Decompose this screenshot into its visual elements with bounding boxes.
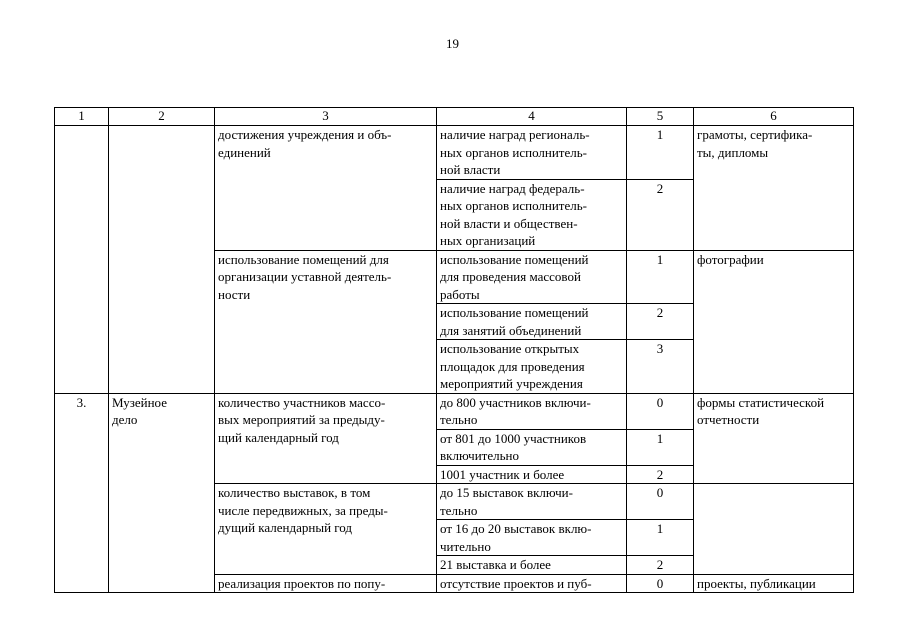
score-cell: 2 [627, 179, 694, 250]
criterion-cell: использование помещений для проведения массовой работы [437, 250, 627, 304]
score-cell: 2 [627, 304, 694, 340]
indicator-cell: достижения учреждения и объ- единений [215, 126, 437, 251]
header-cell: 3 [215, 108, 437, 126]
criterion-cell: наличие наград федераль- ных органов исполнитель- ной власти и обществен- ных организаций [437, 179, 627, 250]
criteria-table [54, 107, 854, 593]
criterion-cell: до 800 участников включи- тельно [437, 393, 627, 429]
header-cell: 5 [627, 108, 694, 126]
score-cell: 1 [627, 429, 694, 465]
score-cell: 1 [627, 250, 694, 304]
activity-cell-empty [109, 126, 215, 394]
header-cell: 6 [694, 108, 854, 126]
table-row [55, 393, 854, 429]
criterion-cell: наличие наград региональ- ных органов исполнитель- ной власти [437, 126, 627, 180]
criterion-cell: отсутствие проектов и пуб- [437, 574, 627, 593]
score-cell: 3 [627, 340, 694, 394]
criterion-cell: 21 выставка и более [437, 556, 627, 575]
score-cell: 0 [627, 393, 694, 429]
score-cell: 1 [627, 126, 694, 180]
criterion-cell: от 16 до 20 выставок вклю- чительно [437, 520, 627, 556]
indicator-cell: реализация проектов по попу- [215, 574, 437, 593]
header-cell: 2 [109, 108, 215, 126]
header-cell: 1 [55, 108, 109, 126]
score-cell: 2 [627, 465, 694, 484]
evidence-cell-empty [694, 484, 854, 575]
criterion-cell: использование помещений для занятий объединений [437, 304, 627, 340]
criterion-cell: до 15 выставок включи- тельно [437, 484, 627, 520]
score-cell: 1 [627, 520, 694, 556]
table-header-row [55, 108, 854, 126]
activity-cell: Музейное дело [109, 393, 215, 593]
page-number: 19 [446, 36, 459, 51]
score-cell: 0 [627, 574, 694, 593]
evidence-cell: грамоты, сертифика- ты, дипломы [694, 126, 854, 251]
criterion-cell: от 801 до 1000 участников включительно [437, 429, 627, 465]
evidence-cell: формы статистической отчетности [694, 393, 854, 484]
table-row [55, 126, 854, 180]
score-cell: 0 [627, 484, 694, 520]
criterion-cell: 1001 участник и более [437, 465, 627, 484]
evidence-cell: проекты, публикации [694, 574, 854, 593]
number-cell-empty [55, 126, 109, 394]
evidence-cell: фотографии [694, 250, 854, 393]
indicator-cell: количество выставок, в том числе передвижных, за преды- дущий календарный год [215, 484, 437, 575]
indicator-cell: использование помещений для организации уставной деятель- ности [215, 250, 437, 393]
section-number-cell: 3. [55, 393, 109, 593]
score-cell: 2 [627, 556, 694, 575]
indicator-cell: количество участников массо- вых мероприятий за предыду- щий календарный год [215, 393, 437, 484]
criterion-cell: использование открытых площадок для проведения мероприятий учреждения [437, 340, 627, 394]
header-cell: 4 [437, 108, 627, 126]
